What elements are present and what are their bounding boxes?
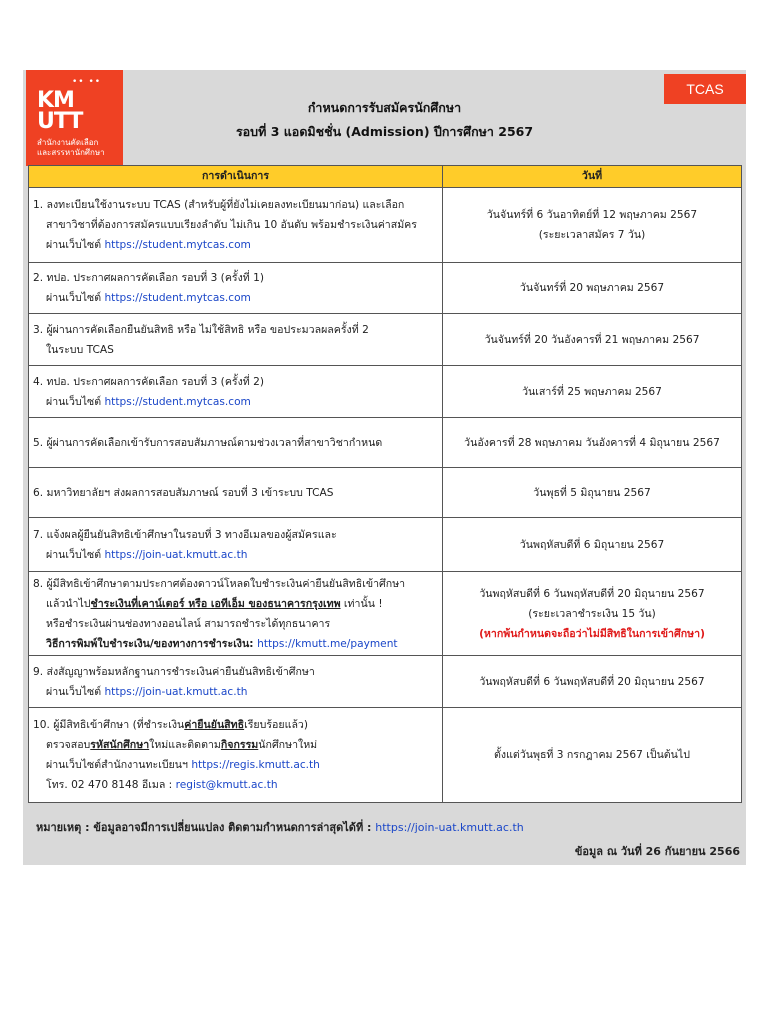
date-cell xyxy=(443,418,742,468)
table-row xyxy=(29,263,742,314)
table-row xyxy=(29,468,742,518)
action-line: ผ่านเว็บไซต์สำนักงานทะเบียนฯ https://regis.kmutt.ac.th xyxy=(46,759,320,771)
footnote-link[interactable]: https://join-uat.kmutt.ac.th xyxy=(375,821,524,834)
date-cell xyxy=(443,188,742,263)
link[interactable]: https://regis.kmutt.ac.th xyxy=(191,759,320,771)
logo-sub-1: สำนักงานคัดเลือก xyxy=(37,138,99,147)
date-line: (ระยะเวลาชำระเงิน 15 วัน) xyxy=(528,607,656,620)
action-line: 9. ส่งสัญญาพร้อมหลักฐานการชำระเงินค่ายืนยันสิทธิเข้าศึกษา xyxy=(33,665,315,678)
link[interactable]: https://student.mytcas.com xyxy=(104,239,251,251)
action-line: ในระบบ TCAS xyxy=(46,343,114,356)
link[interactable]: https://student.mytcas.com xyxy=(104,395,251,408)
action-cell xyxy=(29,188,443,263)
action-line: ผ่านเว็บไซต์ https://student.mytcas.com xyxy=(46,292,251,304)
date-cell xyxy=(443,656,742,708)
action-line: 4. ทปอ. ประกาศผลการคัดเลือก รอบที่ 3 (ครั้งที่ 2) xyxy=(33,375,264,388)
footnote-label: หมายเหตุ : ข้อมูลอาจมีการเปลี่ยนแปลง ติดตามกำหนดการล่าสุดได้ที่ : xyxy=(36,821,376,834)
kmutt-logo xyxy=(26,70,123,166)
date-line: วันจันทร์ที่ 20 พฤษภาคม 2567 xyxy=(519,282,665,294)
link[interactable]: https://join-uat.kmutt.ac.th xyxy=(104,685,248,698)
emphasis: กิจกรรม xyxy=(220,739,259,751)
action-line: ตรวจสอบรหัสนักศึกษาใหม่และติดตามกิจกรรมนักศึกษาใหม่ xyxy=(46,739,318,751)
emphasis: ค่ายืนยันสิทธิ xyxy=(184,719,245,731)
page-subtitle: รอบที่ 3 แอดมิชชั่น (Admission) ปีการศึกษา 2567 xyxy=(235,124,534,139)
schedule-table xyxy=(28,165,742,803)
action-line xyxy=(33,634,438,654)
header-action: การดำเนินการ xyxy=(29,166,443,188)
date-cell xyxy=(443,468,742,518)
action-line: 8. ผู้มีสิทธิเข้าศึกษาตามประกาศต้องดาวน์โหลดใบชำระเงินค่ายืนยันสิทธิเข้าศึกษา xyxy=(33,577,406,590)
schedule-sheet xyxy=(23,70,746,865)
date-line: วันอังคารที่ 28 พฤษภาคม วันอังคารที่ 4 มิถุนายน 2567 xyxy=(464,436,720,449)
date-cell xyxy=(443,572,742,656)
date-line: วันพฤหัสบดีที่ 6 วันพฤหัสบดีที่ 20 มิถุนายน 2567 xyxy=(479,675,705,688)
action-line: 7. แจ้งผลผู้ยืนยันสิทธิเข้าศึกษาในรอบที่ 3 ทางอีเมลของผู้สมัครและ xyxy=(33,528,337,541)
action-cell xyxy=(29,518,443,572)
as-of-date: ข้อมูล ณ วันที่ 26 กันยายน 2566 xyxy=(574,845,740,858)
emphasis: รหัสนักศึกษา xyxy=(90,739,150,751)
date-cell xyxy=(443,263,742,314)
action-cell xyxy=(29,708,443,803)
table-row xyxy=(29,314,742,366)
table-row xyxy=(29,418,742,468)
footnote xyxy=(36,818,524,836)
action-cell xyxy=(29,366,443,418)
table-row xyxy=(29,572,742,656)
action-line: สาขาวิชาที่ต้องการสมัครแบบเรียงลำดับ ไม่เกิน 10 อันดับ พร้อมชำระเงินค่าสมัคร xyxy=(46,219,417,231)
action-cell xyxy=(29,263,443,314)
action-line: 5. ผู้ผ่านการคัดเลือกเข้ารับการสอบสัมภาษณ์ตามช่วงเวลาที่สาขาวิชากำหนด xyxy=(33,436,383,449)
table-row xyxy=(29,656,742,708)
link[interactable]: https://student.mytcas.com xyxy=(104,292,251,304)
logo-line-2: UTT xyxy=(37,109,83,134)
logo-sub-2: และสรรหานักศึกษา xyxy=(37,148,105,157)
page-title: กำหนดการรับสมัครนักศึกษา xyxy=(307,100,462,115)
action-line: โทร. 02 470 8148 อีเมล : regist@kmutt.ac.th xyxy=(46,779,278,791)
action-line: 3. ผู้ผ่านการคัดเลือกยืนยันสิทธิ หรือ ไม่ใช้สิทธิ หรือ ขอประมวลผลครั้งที่ 2 xyxy=(33,323,369,336)
date-cell xyxy=(443,366,742,418)
table-row xyxy=(29,518,742,572)
link[interactable]: https://kmutt.me/payment xyxy=(257,637,398,650)
date-line: วันพฤหัสบดีที่ 6 วันพฤหัสบดีที่ 20 มิถุนายน 2567 xyxy=(479,587,705,600)
action-line: 2. ทปอ. ประกาศผลการคัดเลือก รอบที่ 3 (ครั้งที่ 1) xyxy=(33,272,264,284)
action-line: 6. มหาวิทยาลัยฯ ส่งผลการสอบสัมภาษณ์ รอบที่ 3 เข้าระบบ TCAS xyxy=(33,486,334,499)
date-line: วันจันทร์ที่ 20 วันอังคารที่ 21 พฤษภาคม 2567 xyxy=(484,333,700,346)
action-cell xyxy=(29,468,443,518)
action-cell xyxy=(29,314,443,366)
table-header-row xyxy=(29,166,742,188)
date-line: (หากพ้นกำหนดจะถือว่าไม่มีสิทธิในการเข้าศึกษา) xyxy=(479,627,705,640)
emphasis: ชำระเงินที่เคาน์เตอร์ หรือ เอทีเอ็ม ของธนาคารกรุงเทพ xyxy=(90,597,341,610)
tcas-badge: TCAS xyxy=(664,74,746,104)
action-line: 1. ลงทะเบียนใช้งานระบบ TCAS (สำหรับผู้ที่ยังไม่เคยลงทะเบียนมาก่อน) และเลือก xyxy=(33,199,405,211)
logo-line-1: KM xyxy=(37,88,74,113)
action-line: ผ่านเว็บไซต์ https://join-uat.kmutt.ac.th xyxy=(46,548,248,561)
link[interactable]: https://join-uat.kmutt.ac.th xyxy=(104,548,248,561)
action-cell xyxy=(29,418,443,468)
date-line: ตั้งแต่วันพุธที่ 3 กรกฎาคม 2567 เป็นต้นไป xyxy=(494,749,690,761)
table-row xyxy=(29,366,742,418)
date-line: วันพุธที่ 5 มิถุนายน 2567 xyxy=(533,486,651,499)
date-line: วันเสาร์ที่ 25 พฤษภาคม 2567 xyxy=(522,385,662,398)
action-line: 10. ผู้มีสิทธิเข้าศึกษา (ที่ชำระเงินค่ายืนยันสิทธิเรียบร้อยแล้ว) xyxy=(33,719,309,731)
date-cell xyxy=(443,314,742,366)
emphasis: วิธีการพิมพ์ใบชำระเงิน/ของทางการชำระเงิน: xyxy=(46,637,258,650)
action-cell xyxy=(29,572,443,656)
date-line: วันจันทร์ที่ 6 วันอาทิตย์ที่ 12 พฤษภาคม 2567 xyxy=(486,209,698,221)
action-line: ผ่านเว็บไซต์ https://student.mytcas.com xyxy=(46,395,251,408)
action-line: หรือชำระเงินผ่านช่องทางออนไลน์ สามารถชำระได้ทุกธนาคาร xyxy=(46,617,331,630)
date-cell xyxy=(443,708,742,803)
logo-dots: •• •• xyxy=(72,77,102,87)
action-line: แล้วนำไปชำระเงินที่เคาน์เตอร์ หรือ เอทีเอ็ม ของธนาคารกรุงเทพ เท่านั้น ! xyxy=(46,597,383,610)
date-line: วันพฤหัสบดีที่ 6 มิถุนายน 2567 xyxy=(519,538,665,551)
table-row xyxy=(29,188,742,263)
action-cell xyxy=(29,656,443,708)
action-line: ผ่านเว็บไซต์ https://student.mytcas.com xyxy=(46,239,251,251)
action-line: ผ่านเว็บไซต์ https://join-uat.kmutt.ac.th xyxy=(46,685,248,698)
date-cell xyxy=(443,518,742,572)
date-line: (ระยะเวลาสมัคร 7 วัน) xyxy=(538,229,646,241)
header-date: วันที่ xyxy=(443,166,742,188)
table-row xyxy=(29,708,742,803)
link[interactable]: regist@kmutt.ac.th xyxy=(175,779,278,791)
